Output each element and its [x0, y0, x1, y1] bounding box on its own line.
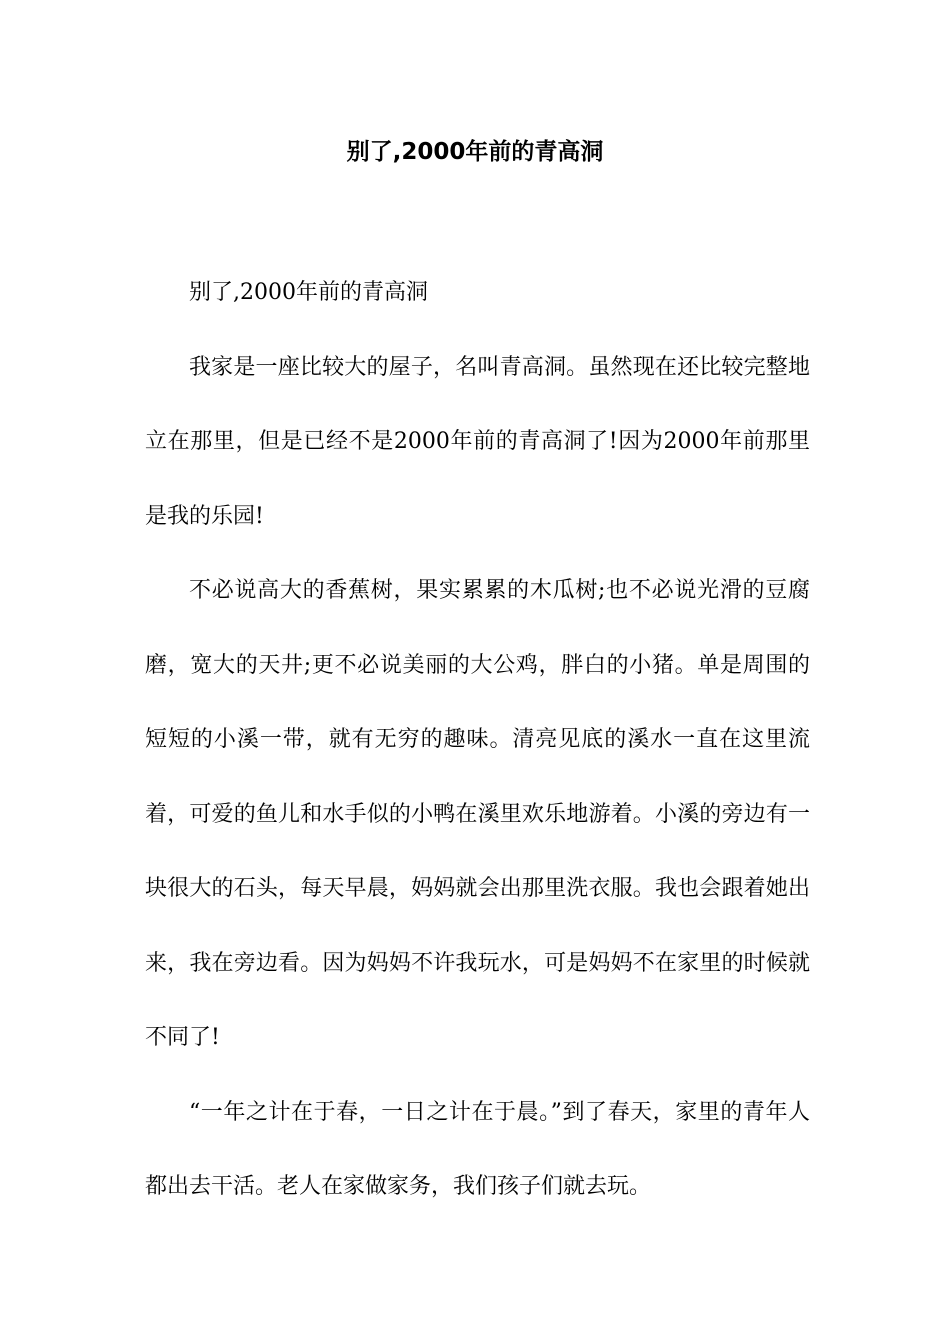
paragraph-subtitle: 别了,2000年前的青高洞	[189, 280, 428, 305]
paragraph-2: 不必说高大的香蕉树，果实累累的木瓜树;也不必说光滑的豆腐磨，宽大的天井;更不必说美丽的大公鸡，胖白的小猪。单是周围的短短的小溪一带，就有无穷的趣味。清亮见底的溪水一直在这里流着，可爱的鱼儿和水手似的小鸭在溪里欢乐地游着。小溪的旁边有一块很大的石头，每天早晨，妈妈就会出那里洗衣服。我也会跟着她出来，我在旁边看。因为妈妈不许我玩水，可是妈妈不在家里的时候就不同了!	[145, 578, 810, 1050]
paragraph-3: “一年之计在于春，一日之计在于晨。”到了春天，家里的青年人都出去干活。老人在家做家务，我们孩子们就去玩。	[145, 1099, 810, 1199]
document-body	[145, 256, 810, 1225]
document-title: 别了,2000年前的青高洞	[346, 139, 604, 165]
paragraph-1: 我家是一座比较大的屋子，名叫青高洞。虽然现在还比较完整地立在那里，但是已经不是2000年前的青高洞了!因为2000年前那里是我的乐园!	[145, 354, 810, 529]
